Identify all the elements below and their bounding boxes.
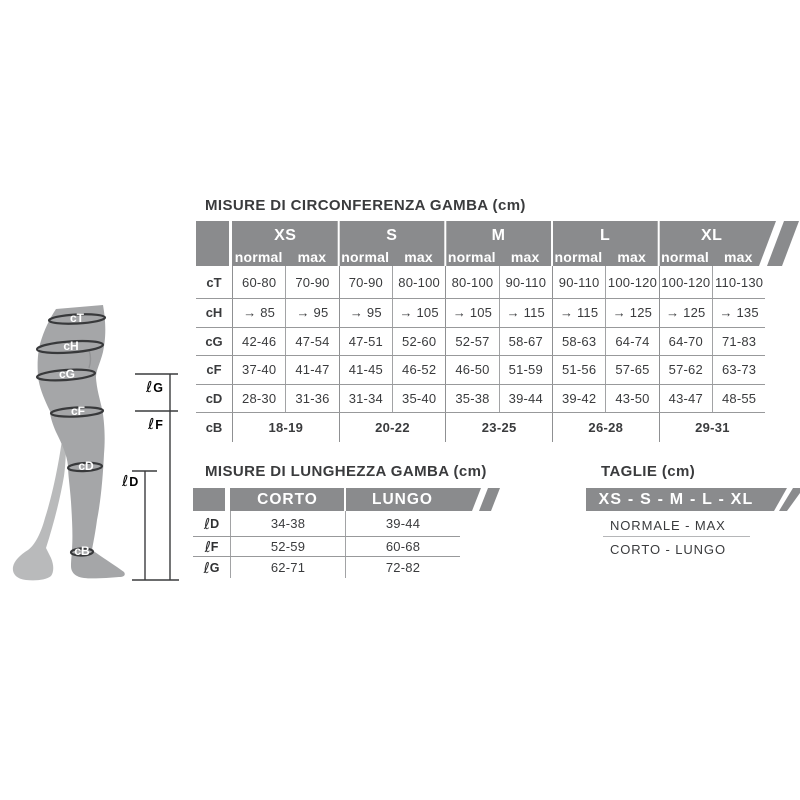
table-row	[196, 413, 765, 442]
size-label: XL	[700, 226, 723, 244]
table-cell: → 105	[445, 299, 498, 327]
row-label: ℓ F	[204, 537, 219, 556]
row-label: cT	[206, 274, 222, 290]
table-cell: 46-52	[392, 356, 445, 384]
taglie-title: TAGLIE (cm)	[601, 463, 696, 480]
row-label: ℓ D	[203, 514, 220, 533]
table-cell: 46-50	[445, 356, 498, 384]
table-cell: 72-82	[345, 557, 460, 578]
table-cell: → 115	[552, 299, 605, 327]
table-cell: → 105	[392, 299, 445, 327]
table-cell: 64-74	[605, 328, 658, 356]
size-label: M	[491, 226, 506, 244]
band-label-cB: cB	[74, 544, 90, 558]
table-cell: 90-110	[552, 266, 605, 298]
length-measure-lines	[132, 374, 179, 580]
table-cell: 29-31	[659, 413, 766, 442]
table-cell: 43-50	[605, 385, 658, 413]
band-label-cG: cG	[58, 367, 76, 381]
circumference-banner-labels	[232, 221, 765, 266]
table-row	[196, 328, 765, 357]
table-cell: 90-110	[499, 266, 552, 298]
subheader-normal: normal	[554, 248, 603, 265]
table-cell: 39-44	[345, 511, 460, 536]
table-row	[196, 299, 765, 328]
table-cell: 71-83	[712, 328, 765, 356]
table-cell: 26-28	[552, 413, 659, 442]
size-group-m	[445, 221, 552, 266]
table-cell: 80-100	[445, 266, 498, 298]
table-cell: 58-67	[499, 328, 552, 356]
length-label-lG: ℓG	[146, 378, 163, 396]
length-label-lD: ℓD	[122, 472, 139, 490]
row-label: cD	[205, 390, 223, 406]
taglie-divider	[603, 536, 750, 537]
length-table	[193, 511, 460, 578]
table-cell: 52-57	[445, 328, 498, 356]
subheader-max: max	[297, 248, 327, 265]
size-label: L	[599, 226, 611, 244]
table-cell: → 135	[712, 299, 765, 327]
row-label: cH	[205, 305, 223, 321]
table-row	[193, 557, 460, 578]
table-cell: 110-130	[712, 266, 765, 298]
table-cell: → 115	[499, 299, 552, 327]
table-cell: 57-62	[659, 356, 712, 384]
length-table-title: MISURE DI LUNGHEZZA GAMBA (cm)	[205, 463, 487, 480]
table-cell: 41-45	[339, 356, 392, 384]
size-label: XS	[274, 226, 297, 244]
table-row	[193, 537, 460, 557]
table-cell: 57-65	[605, 356, 658, 384]
table-cell: 64-70	[659, 328, 712, 356]
table-cell: 42-46	[232, 328, 285, 356]
table-cell: 41-47	[285, 356, 338, 384]
table-cell: 31-36	[285, 385, 338, 413]
table-cell: 52-59	[230, 537, 345, 556]
table-cell: 63-73	[712, 356, 765, 384]
size-group-xl	[658, 221, 765, 266]
subheader-normal: normal	[341, 248, 390, 265]
table-row	[196, 385, 765, 414]
table-cell: → 125	[659, 299, 712, 327]
row-label: cF	[206, 362, 222, 378]
size-group-l	[552, 221, 659, 266]
table-cell: 18-19	[232, 413, 339, 442]
table-cell: 62-71	[230, 557, 345, 578]
band-label-cF: cF	[70, 404, 86, 418]
taglie-banner-label: XS - S - M - L - XL	[598, 491, 754, 508]
table-cell: 31-34	[339, 385, 392, 413]
row-label: cG	[205, 333, 223, 349]
table-cell: → 95	[339, 299, 392, 327]
table-cell: 48-55	[712, 385, 765, 413]
table-cell: → 85	[232, 299, 285, 327]
size-group-s	[339, 221, 446, 266]
table-cell: 70-90	[285, 266, 338, 298]
subheader-normal: normal	[234, 248, 283, 265]
circumference-table	[196, 266, 765, 442]
table-cell: 39-44	[499, 385, 552, 413]
size-group-xs	[232, 221, 339, 266]
table-cell: → 125	[605, 299, 658, 327]
table-cell: 39-42	[552, 385, 605, 413]
band-label-cT: cT	[69, 311, 85, 325]
subheader-max: max	[510, 248, 540, 265]
length-banner-label-block	[193, 488, 225, 511]
length-header-lungo: LUNGO	[372, 490, 433, 508]
table-cell: 52-60	[392, 328, 445, 356]
length-banner-labels	[230, 488, 460, 511]
size-label: S	[386, 226, 398, 244]
table-cell: 51-56	[552, 356, 605, 384]
taglie-normale-max: NORMALE - MAX	[610, 518, 726, 533]
banner-label-block	[196, 221, 229, 266]
table-cell: 70-90	[339, 266, 392, 298]
table-cell: 23-25	[445, 413, 552, 442]
table-cell: 35-40	[392, 385, 445, 413]
length-labels	[121, 378, 163, 490]
table-cell: 51-59	[499, 356, 552, 384]
table-cell: 28-30	[232, 385, 285, 413]
band-label-cD: cD	[78, 459, 94, 473]
subheader-normal: normal	[447, 248, 496, 265]
table-cell: 20-22	[339, 413, 446, 442]
table-cell: 100-120	[659, 266, 712, 298]
length-label-lF: ℓF	[148, 415, 163, 433]
table-row	[193, 511, 460, 537]
row-label: cB	[205, 420, 223, 435]
leg-diagram	[13, 305, 179, 580]
table-row	[196, 356, 765, 385]
row-label: ℓ G	[203, 558, 220, 577]
table-cell: 47-54	[285, 328, 338, 356]
front-leg-shape	[38, 305, 125, 578]
subheader-max: max	[617, 248, 647, 265]
table-cell: 47-51	[339, 328, 392, 356]
table-cell: 60-68	[345, 537, 460, 556]
table-cell: 34-38	[230, 511, 345, 536]
table-cell: → 95	[285, 299, 338, 327]
subheader-max: max	[724, 248, 753, 265]
taglie-corto-lungo: CORTO - LUNGO	[610, 542, 726, 557]
subheader-max: max	[404, 248, 433, 265]
table-cell: 35-38	[445, 385, 498, 413]
band-label-cH: cH	[63, 339, 79, 353]
table-cell: 100-120	[605, 266, 658, 298]
table-cell: 37-40	[232, 356, 285, 384]
circumference-table-title: MISURE DI CIRCONFERENZA GAMBA (cm)	[205, 197, 526, 214]
table-cell: 43-47	[659, 385, 712, 413]
table-cell: 58-63	[552, 328, 605, 356]
table-cell: 60-80	[232, 266, 285, 298]
table-row	[196, 266, 765, 299]
length-banner-tip	[479, 488, 500, 511]
length-header-corto: CORTO	[257, 490, 318, 508]
table-cell: 80-100	[392, 266, 445, 298]
subheader-normal: normal	[661, 248, 709, 265]
